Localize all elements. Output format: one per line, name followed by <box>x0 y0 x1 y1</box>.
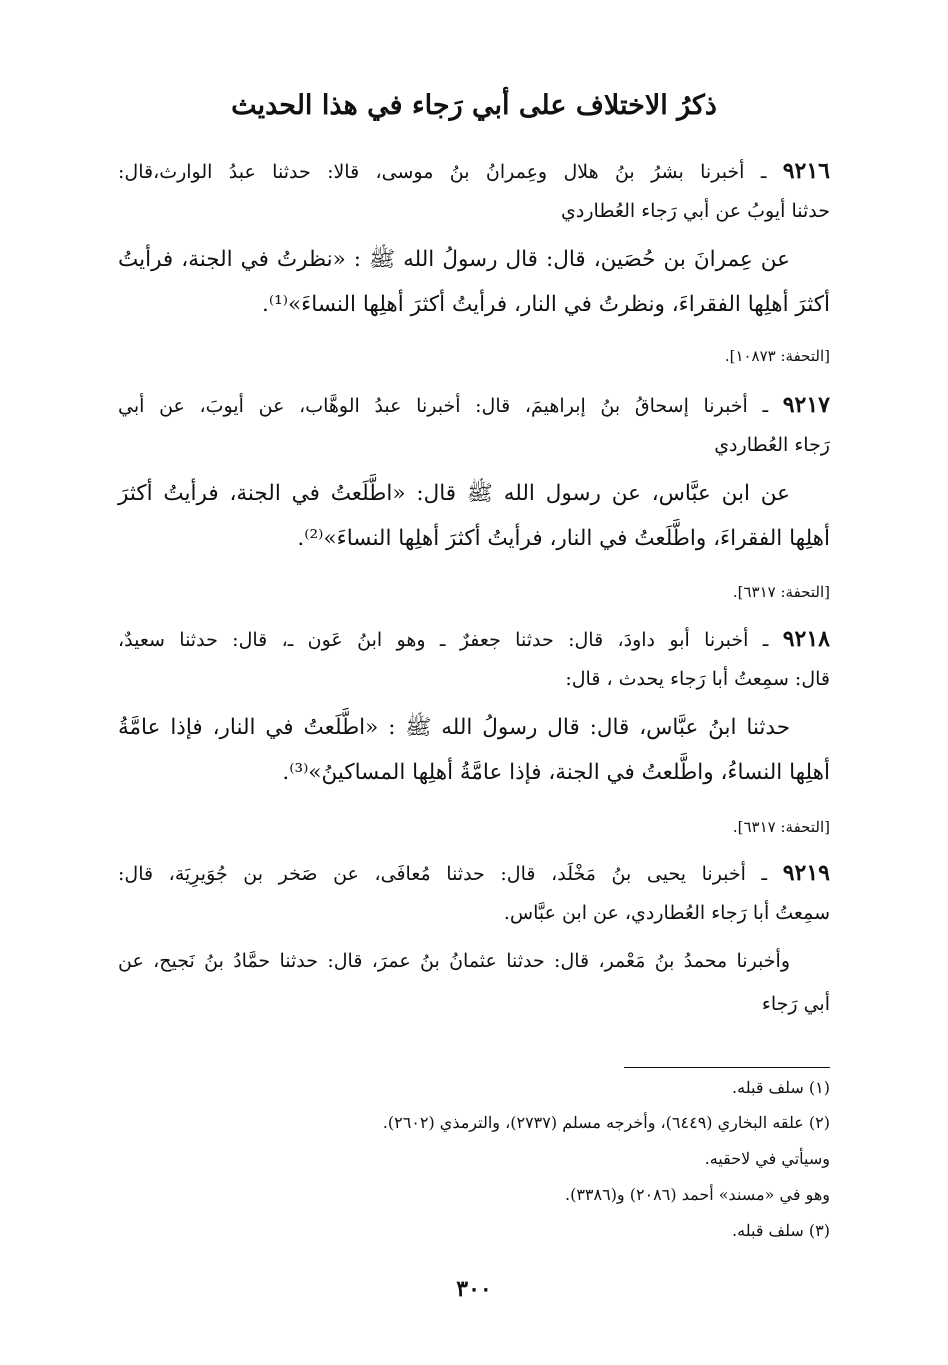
hadith-number: ٩٢١٧ <box>782 392 830 418</box>
hadith-9218-matn-line-2: أهلِها النساءُ، واطَّلعتُ في الجنة، فإذا عامَّةُ أهلِها المساكينُ»⁽³⁾. <box>282 760 830 785</box>
hadith-9216-line-1: ٩٢١٦ ـ أخبرنا بشرُ بنُ هلال وعِمرانُ بنُ موسى، قالا: حدثنا عبدُ الوارث،قال: <box>118 158 830 184</box>
hadith-9219-line-4: أبي رَجاء <box>761 993 830 1015</box>
hadith-9217-matn-line-2: أهلِها الفقراءَ، واطَّلَعتُ في النار، فرأيتُ أكثرَ أهلِها النساءَ»⁽²⁾. <box>297 526 830 551</box>
footnote-2: (٢) علقه البخاري (٦٤٤٩)، وأخرجه مسلم (٢٧٣٧)، والترمذي (٢٦٠٢). <box>382 1113 830 1132</box>
hadith-9217-matn-line-1: عن ابن عبَّاس، عن رسول الله ﷺ قال: «اطَّلَعتُ في الجنة، فرأيتُ أكثرَ <box>118 481 790 506</box>
footnote-separator <box>624 1067 830 1068</box>
footnote-1: (١) سلف قبله. <box>732 1078 830 1097</box>
hadith-number: ٩٢١٨ <box>782 626 830 652</box>
section-title: ذكرُ الاختلاف على أبي رَجاء في هذا الحديث <box>231 90 717 121</box>
footnote-2-continued: وهو في «مسند» أحمد (٢٠٨٦) و(٣٣٨٦). <box>564 1185 830 1204</box>
hadith-9217-line-2: رَجاء العُطاردي <box>714 434 830 456</box>
hadith-9219-line-3: وأخبرنا محمدُ بنُ مَعْمر، قال: حدثنا عثمانُ بنُ عمرَ، قال: حدثنا حمَّادُ بنُ نَجيح، عن <box>118 950 790 972</box>
tuhfa-reference: [التحفة: ١٠٨٧٣]. <box>724 347 830 365</box>
hadith-9218-line-1: ٩٢١٨ ـ أخبرنا أبو داودَ، قال: حدثنا جعفرٌ ـ وهو ابنُ عَون ـ، قال: حدثنا سعيدٌ، <box>118 626 830 652</box>
footnote-3: (٣) سلف قبله. <box>732 1221 830 1240</box>
hadith-number: ٩٢١٩ <box>782 860 830 886</box>
hadith-9216-matn-line-2: أكثرَ أهلِها الفقراءَ، ونظرتُ في النار، فرأيتُ أكثرَ أهلِها النساءَ»⁽¹⁾. <box>261 292 830 317</box>
hadith-9216-matn-line-1: عن عِمرانَ بن حُصَين، قال: قال رسولُ الله ﷺ : «نظرتُ في الجنة، فرأيتُ <box>118 247 790 272</box>
page-number: ٣٠٠ <box>456 1276 492 1302</box>
hadith-9216-line-2: حدثنا أيوبُ عن أبي رَجاء العُطاردي <box>561 200 830 222</box>
hadith-9218-matn-line-1: حدثنا ابنُ عبَّاس، قال: قال رسولُ الله ﷺ : «اطَّلَعتُ في النار، فإذا عامَّةُ <box>118 715 790 740</box>
hadith-9219-line-2: سمِعتُ أبا رَجاء العُطاردي، عن ابن عبَّاس. <box>503 902 830 924</box>
hadith-9219-line-1: ٩٢١٩ ـ أخبرنا يحيى بنُ مَخْلَد، قال: حدثنا مُعافَى، عن صَخر بن جُوَيرِيَة، قال: <box>118 860 830 886</box>
hadith-9218-line-2: قال: سمِعتُ أبا رَجاء يحدث ، قال: <box>565 668 830 690</box>
tuhfa-reference: [التحفة: ٦٣١٧]. <box>732 818 830 836</box>
hadith-9217-line-1: ٩٢١٧ ـ أخبرنا إسحاقُ بنُ إبراهيمَ، قال: أخبرنا عبدُ الوهَّاب، عن أيوبَ، عن أبي <box>118 392 830 418</box>
footnote-2-continued: وسيأتي في لاحقيه. <box>704 1149 830 1168</box>
hadith-number: ٩٢١٦ <box>782 158 830 184</box>
tuhfa-reference: [التحفة: ٦٣١٧]. <box>732 583 830 601</box>
